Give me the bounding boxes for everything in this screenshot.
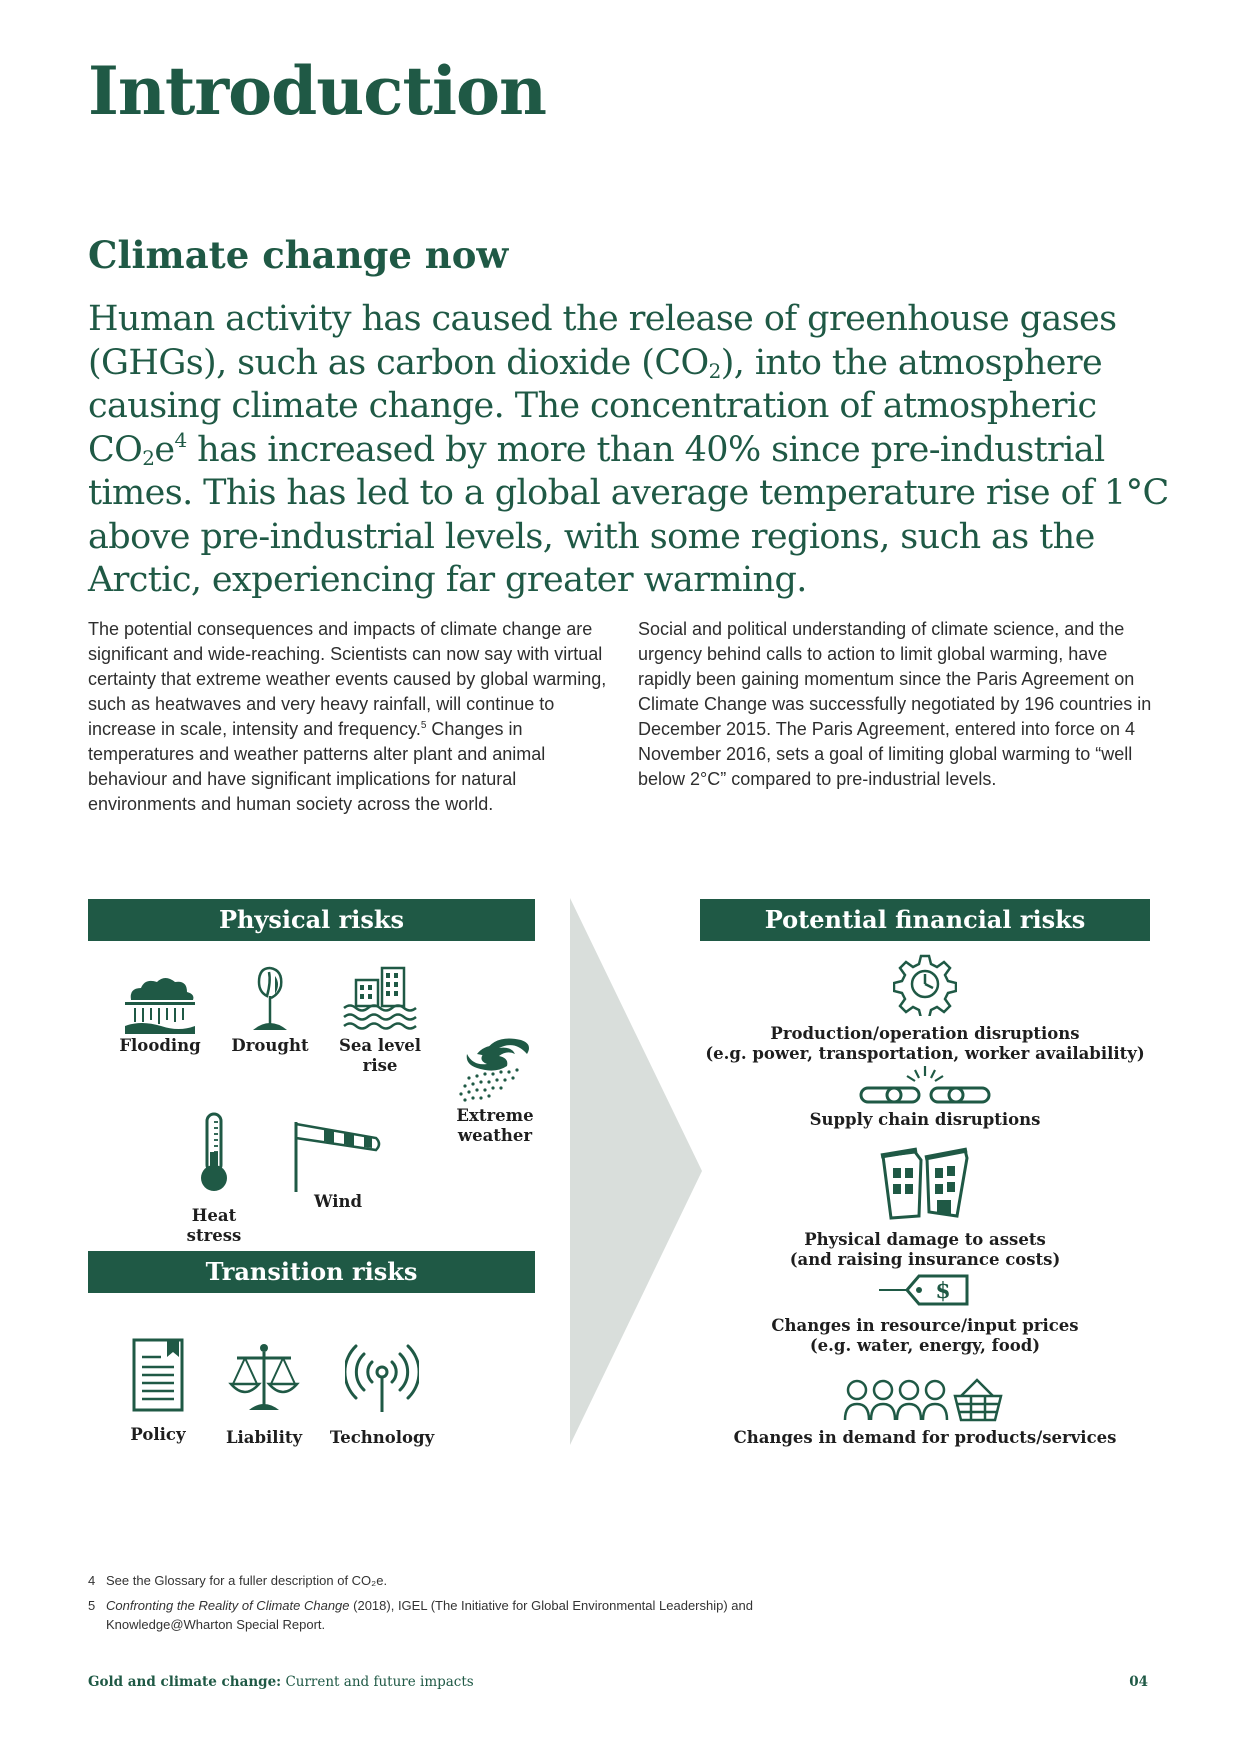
lead-paragraph: Human activity has caused the release of greenhouse gases (GHGs), such as carbon dioxide $(CO_2)$, into the atmosphere causing climate change. The concentration of atmospheric $CO_2e^4$ has increased by more than 40% since pre-industrial times. This has led to a global average temperature rise of 1°C above pre-industrial levels, with some regions, such as the Arctic, experiencing far greater warming. bbox=[88, 299, 1169, 600]
policy-item bbox=[106, 1337, 210, 1445]
sea-level-label: Sea level rise bbox=[339, 1036, 421, 1075]
footnote-5: 5 Confronting the Reality of Climate Change (2018), IGEL (The Initiative for Global Environmental Leadership) and Knowledge@Wharton Special Report. bbox=[88, 1598, 753, 1632]
production-disruptions-item bbox=[700, 952, 1150, 1064]
technology-label: Technology bbox=[329, 1428, 435, 1447]
damaged-buildings-icon bbox=[877, 1146, 973, 1220]
price-tag-symbol: $ bbox=[935, 1278, 951, 1304]
drought-label: Drought bbox=[231, 1036, 309, 1055]
transition-risks-header: Transition risks bbox=[88, 1251, 535, 1293]
resource-prices-item bbox=[700, 1270, 1150, 1356]
supply-chain-item bbox=[700, 1064, 1150, 1130]
drought-plant-icon bbox=[245, 962, 295, 1036]
footer-title: Gold and climate change: Current and future impacts bbox=[88, 1674, 474, 1690]
wind-item bbox=[288, 1116, 388, 1212]
technology-item bbox=[322, 1340, 442, 1448]
storm-icon bbox=[455, 1030, 535, 1106]
financial-risks-header: Potential financial risks bbox=[700, 899, 1150, 941]
sea-level-item bbox=[330, 966, 430, 1076]
physical-damage-item bbox=[700, 1146, 1150, 1270]
physical-risks-header: Physical risks bbox=[88, 899, 535, 941]
body-right-column: Social and political understanding of climate science, and the urgency behind calls to action to limit global warming, have rapidly been gaining momentum since the Paris Agreement on Climate Change was successfully negotiated by 196 countries in December 2015. The Paris Agreement, entered into force on 4 November 2016, sets a goal of limiting global warming to “well below 2°C” compared to pre-industrial levels. bbox=[638, 619, 1152, 789]
flooding-label: Flooding bbox=[119, 1036, 201, 1055]
production-disruptions-label: Production/operation disruptions (e.g. power, transportation, worker availability) bbox=[705, 1024, 1145, 1063]
policy-label: Policy bbox=[130, 1425, 186, 1444]
resource-prices-label: Changes in resource/input prices (e.g. water, energy, food) bbox=[771, 1316, 1079, 1355]
section-title: Climate change now bbox=[88, 233, 509, 277]
policy-document-icon bbox=[131, 1337, 185, 1415]
signal-tower-icon bbox=[345, 1340, 419, 1414]
wind-label: Wind bbox=[313, 1192, 363, 1211]
thermometer-icon bbox=[197, 1112, 231, 1194]
customers-basket-icon bbox=[843, 1376, 1007, 1422]
liability-label: Liability bbox=[225, 1428, 303, 1447]
drought-item bbox=[222, 962, 318, 1056]
price-tag-icon bbox=[877, 1270, 973, 1310]
physical-damage-label: Physical damage to assets (and raising insurance costs) bbox=[789, 1230, 1061, 1269]
extreme-weather-item bbox=[445, 1030, 545, 1146]
broken-chain-icon bbox=[859, 1064, 991, 1106]
liability-item bbox=[214, 1340, 314, 1448]
demand-changes-label: Changes in demand for products/services bbox=[733, 1428, 1117, 1447]
sea-level-icon bbox=[342, 966, 418, 1036]
page-number: 04 bbox=[1129, 1674, 1148, 1690]
heat-stress-label: Heat stress bbox=[186, 1206, 242, 1245]
page-title: Introduction bbox=[88, 52, 547, 130]
footnote-4: 4 See the Glossary for a fuller description of CO₂e. bbox=[88, 1573, 388, 1588]
flood-icon bbox=[121, 970, 199, 1036]
gear-clock-icon bbox=[893, 952, 957, 1016]
body-left-column: The potential consequences and impacts of climate change are significant and wide-reaching. Scientists can now say with virtual certainty that extreme weather events caused by global warming, such as heatwaves and very heavy rainfall, will continue to increase in scale, intensity and frequency.$^5$ Changes in temperatures and weather patterns alter plant and animal behaviour and have significant implications for natural environments and human society across the world. bbox=[88, 619, 607, 814]
arrow-shape bbox=[570, 898, 702, 1445]
heat-stress-item bbox=[162, 1112, 266, 1246]
scales-icon bbox=[227, 1340, 301, 1414]
demand-changes-item bbox=[700, 1376, 1150, 1448]
supply-chain-label: Supply chain disruptions bbox=[809, 1110, 1041, 1129]
windsock-icon bbox=[288, 1116, 388, 1194]
extreme-weather-label: Extreme weather bbox=[456, 1106, 534, 1145]
flooding-item bbox=[110, 970, 210, 1056]
